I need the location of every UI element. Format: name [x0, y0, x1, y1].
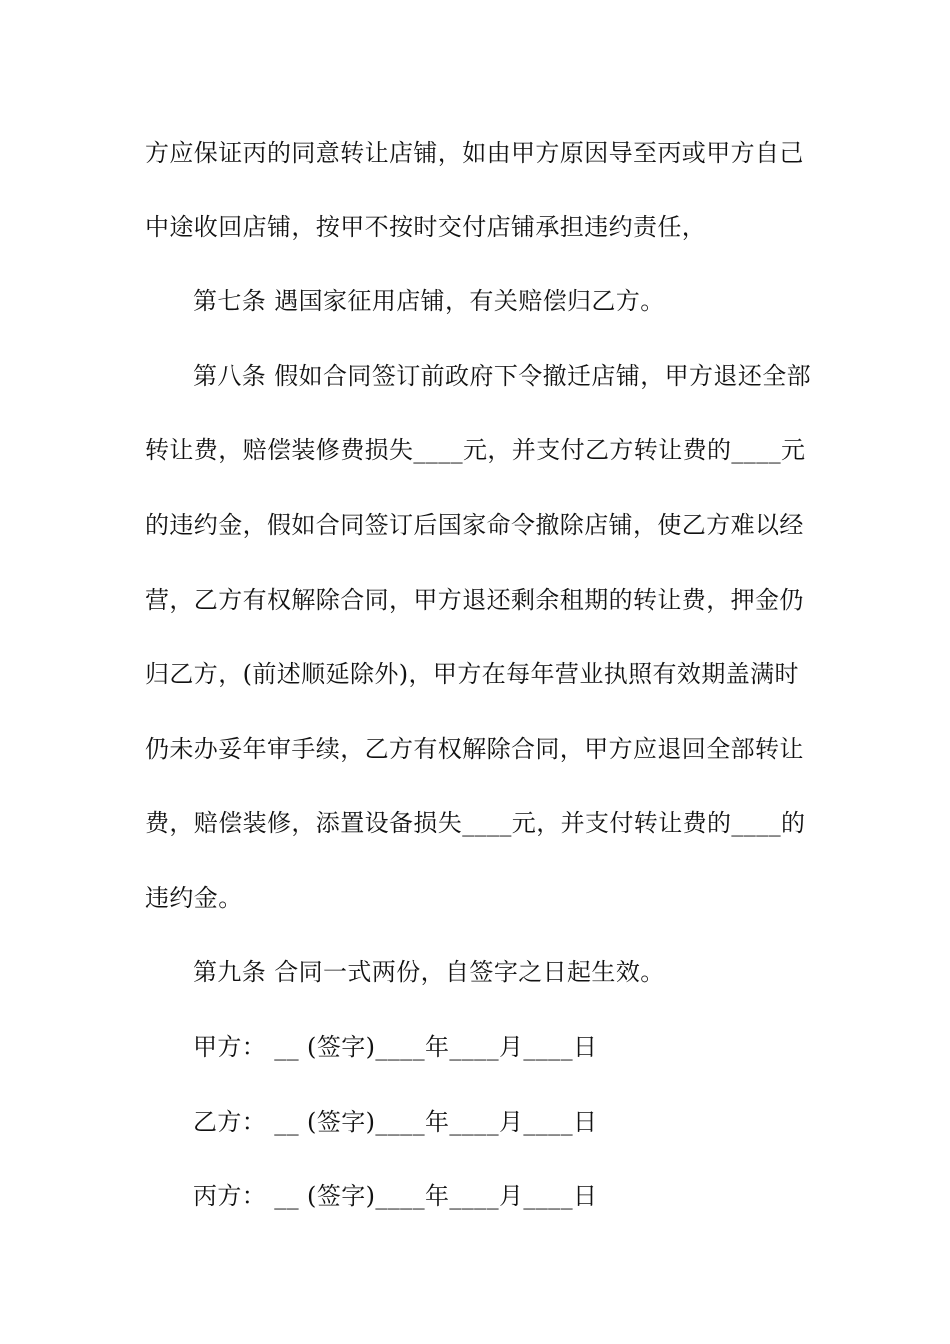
text-line: 转让费，赔偿装修费损失____元，并支付乙方转让费的____元 — [145, 436, 806, 464]
text-line: 方应保证丙的同意转让店铺，如由甲方原因导至丙或甲方自己 — [145, 139, 804, 167]
text-line: 违约金。 — [145, 884, 243, 912]
text-line: 营，乙方有权解除合同，甲方退还剩余租期的转让费，押金仍 — [145, 586, 804, 614]
article-7: 第七条 遇国家征用店铺，有关赔偿归乙方。 — [193, 287, 665, 315]
text-line: 仍未办妥年审手续，乙方有权解除合同，甲方应退回全部转让 — [145, 735, 804, 763]
text-line: 中途收回店铺，按甲不按时交付店铺承担违约责任， — [145, 213, 707, 241]
text-line: 归乙方，(前述顺延除外)，甲方在每年营业执照有效期盖满时 — [145, 660, 799, 688]
text-line: 的违约金，假如合同签订后国家命令撤除店铺，使乙方难以经 — [145, 511, 804, 539]
article-9: 第九条 合同一式两份，自签字之日起生效。 — [193, 958, 665, 986]
article-8: 第八条 假如合同签订前政府下令撤迁店铺，甲方退还全部 — [193, 362, 812, 390]
signature-party-a: 甲方： __ (签字)____年____月____日 — [193, 1033, 598, 1061]
signature-party-b: 乙方： __ (签字)____年____月____日 — [193, 1108, 598, 1136]
text-line: 费，赔偿装修，添置设备损失____元，并支付转让费的____的 — [145, 809, 806, 837]
signature-party-c: 丙方： __ (签字)____年____月____日 — [193, 1182, 598, 1210]
